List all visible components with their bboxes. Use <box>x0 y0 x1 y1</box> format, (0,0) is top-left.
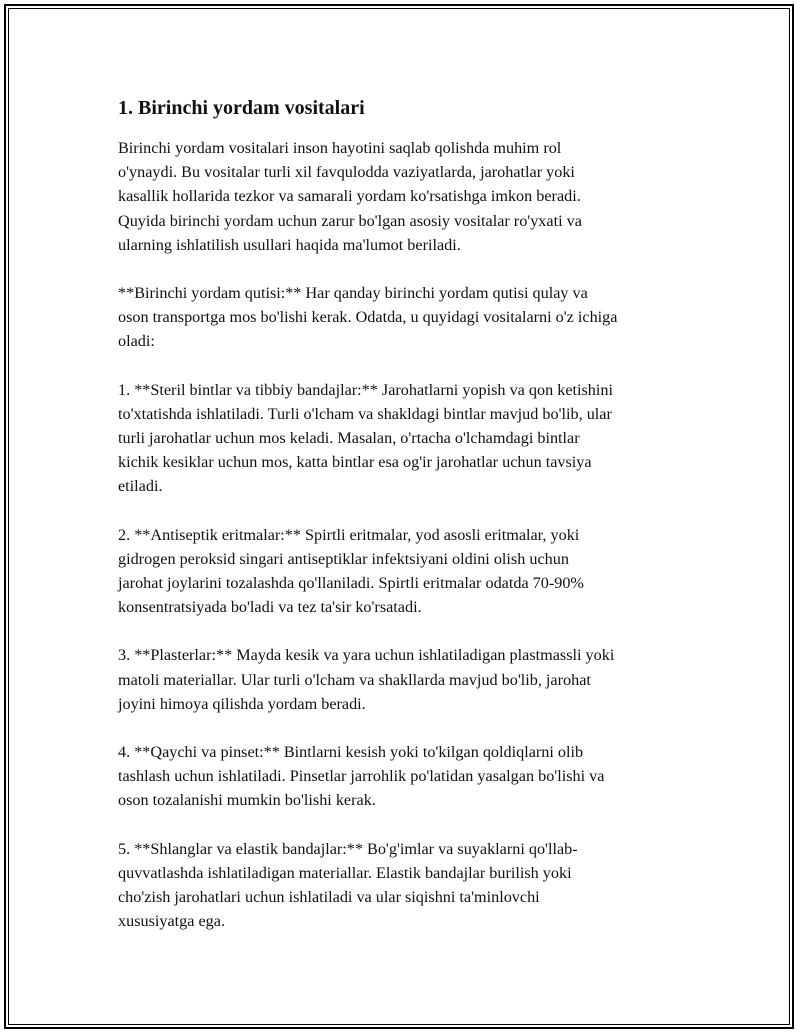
document-title: 1. Birinchi yordam vositalari <box>118 97 365 119</box>
list-item-sterile-bandages: 1. **Steril bintlar va tibbiy bandajlar:** Jarohatlarni yopish va qon ketishini to'xtatishda ishlatiladi. Turli o'lcham va shakldagi bintlar mavjud bo'lib, ular turli jarohatlar uchun mos keladi. Masalan, o'rtacha o'lchamdagi bintlar kichik kesiklar uchun mos, katta bintlar esa og'ir jarohatlar uchun tavsiya etiladi. <box>118 380 613 496</box>
list-item-antiseptic-solutions: 2. **Antiseptik eritmalar:** Spirtli eritmalar, yod asosli eritmalar, yoki gidrogen peroksid singari antiseptiklar infektsiyani oldini olish uchun jarohat joylarini tozalashda qo'llaniladi. Spirtli eritmalar odatda 70-90% konsentratsiyada bo'ladi va tez ta'sir ko'rsatadi. <box>118 525 584 617</box>
paragraph-first-aid-kit: **Birinchi yordam qutisi:** Har qanday birinchi yordam qutisi qulay va oson transportga mos bo'lishi kerak. Odatda, u quyidagi vositalarni o'z ichiga oladi: <box>118 284 618 351</box>
document-body <box>118 94 698 957</box>
list-item-scissors-tweezers: 4. **Qaychi va pinset:** Bintlarni kesish yoki to'kilgan qoldiqlarni olib tashlash uchun ishlatiladi. Pinsetlar jarrohlik po'latidan yasalgan bo'lishi va oson tozalanishi mumkin bo'lishi kerak. <box>118 743 605 810</box>
paragraph-intro: Birinchi yordam vositalari inson hayotini saqlab qolishda muhim rol o'ynaydi. Bu vositalar turli xil favqulodda vaziyatlarda, jarohatlar yoki kasallik hollarida tezkor va samarali yordam ko'rsatishga imkon beradi. Quyida birinchi yordam uchun zarur bo'lgan asosiy vositalar ro'yxati va ularning ishlatilish usullari haqida ma'lumot beriladi. <box>118 139 582 254</box>
list-item-elastic-bandages: 5. **Shlanglar va elastik bandajlar:** Bo'g'imlar va suyaklarni qo'llab- quvvatlashda ishlatiladigan materiallar. Elastik bandajlar burilish yoki cho'zish jarohatlari uchun ishlatiladi va ular siqishni ta'minlovchi xususiyatga ega. <box>118 839 578 931</box>
list-item-plasters: 3. **Plasterlar:** Mayda kesik va yara uchun ishlatiladigan plastmassli yoki matoli materiallar. Ular turli o'lcham va shakllarda mavjud bo'lib, jarohat joyini himoya qilishda yordam beradi. <box>118 646 615 713</box>
